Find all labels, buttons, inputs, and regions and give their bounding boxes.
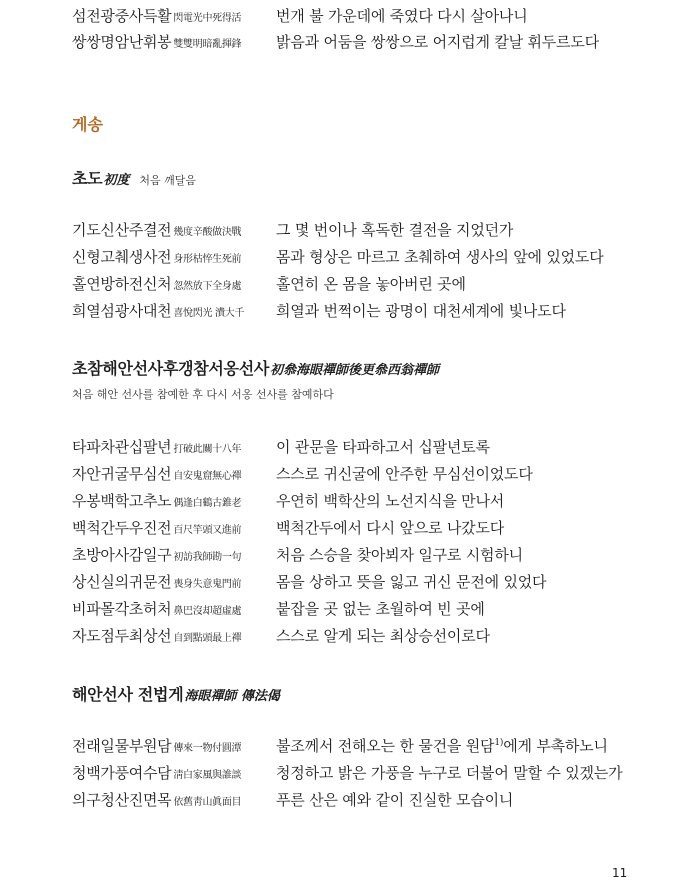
- verse-hanja: 百尺竿頭又進前: [173, 525, 242, 536]
- verse-hanja: 偶逢白鶴古錐老: [173, 498, 242, 509]
- verse-translation: 그 몇 번이나 혹독한 결전을 지었던가: [276, 221, 514, 239]
- verse-line: [72, 789, 241, 813]
- verse-line: [72, 735, 241, 759]
- verse-hangul: 청백가풍여수담: [72, 764, 172, 782]
- verse-hangul: 섬전광중사득활: [72, 7, 172, 25]
- verse-line: [72, 463, 241, 487]
- translation-part: 에게 부촉하노니: [503, 737, 608, 755]
- verse-hangul: 쌍쌍명암난휘봉: [72, 33, 172, 51]
- verse-line: [72, 762, 241, 786]
- verse-hanja: 打破此關十八年: [173, 444, 242, 455]
- verse-hanja: 淸白家風與誰談: [173, 770, 242, 781]
- verse-line: [72, 598, 241, 622]
- verse-hanja: 喜悅閃光 㵒大千: [173, 308, 245, 319]
- poem-subtitle: 처음 해안 선사를 참예한 후 다시 서옹 선사를 참예하다: [72, 388, 334, 401]
- verse-hanja: 傳來一物付圓潭: [173, 743, 242, 754]
- verse-translation: 붙잡을 곳 없는 초월하여 빈 곳에: [276, 600, 485, 618]
- page-number: 11: [612, 866, 628, 880]
- verse-translation: 스스로 귀신굴에 안주한 무심선이었도다: [276, 465, 533, 483]
- verse-translation: 스스로 알게 되는 최상승선이로다: [276, 627, 490, 645]
- verse-line: [72, 625, 241, 649]
- verse-line: [72, 246, 241, 270]
- verse-hangul: 타파차관십팔년: [72, 438, 172, 456]
- verse-line: [72, 273, 241, 297]
- verse-hangul: 비파몰각초허처: [72, 600, 172, 618]
- verse-translation: 희열과 번쩍이는 광명이 대천세계에 빛나도다: [276, 302, 566, 320]
- verse-line: [72, 571, 241, 595]
- verse-hanja: 自安鬼窟無心禪: [173, 471, 242, 482]
- poem-heading: [72, 166, 196, 189]
- verse-line: [72, 5, 241, 29]
- verse-hanja: 鼻巴沒却超虛處: [173, 606, 242, 617]
- poem-heading: [72, 682, 280, 705]
- verse-hangul: 의구청산진면목: [72, 791, 172, 809]
- verse-hangul: 백척간두우진전: [72, 519, 172, 537]
- verse-translation: 백척간두에서 다시 앞으로 나갔도다: [276, 519, 505, 537]
- verse-hangul: 초방아사감일구: [72, 546, 172, 564]
- verse-hangul: 상신실의귀문전: [72, 573, 172, 591]
- poem-subtitle: 처음 깨달음: [139, 174, 196, 187]
- verse-hanja: 身形枯悴生死前: [173, 254, 242, 265]
- verse-line: [72, 490, 241, 514]
- verse-line: [72, 517, 241, 541]
- poem-title-hangul: 해안선사 전법게: [72, 685, 184, 704]
- section-title: 게송: [72, 115, 103, 134]
- verse-translation: 푸른 산은 예와 같이 진실한 모습이니: [276, 791, 514, 809]
- translation-part: 불조께서 전해오는 한 물건을 원담: [276, 737, 495, 755]
- poem-title-hangul: 초참해안선사후갱참서옹선사: [72, 359, 270, 378]
- verse-line: [72, 436, 241, 460]
- footnote-mark: 1): [494, 738, 504, 748]
- poem-title-hanja: 海眼禪師 傳法偈: [184, 689, 280, 704]
- poem-heading: [72, 356, 439, 379]
- verse-translation: 이 관문을 타파하고서 십팔년토록: [276, 438, 490, 456]
- verse-translation: 처음 스승을 찾아뵈자 일구로 시험하니: [276, 546, 523, 564]
- verse-hanja: 幾度辛酸做決戰: [173, 227, 242, 238]
- verse-hanja: 依舊靑山眞面目: [173, 797, 242, 808]
- verse-hanja: 閃電光中死得活: [173, 13, 242, 24]
- poem-title-hangul: 초도: [72, 169, 103, 188]
- verse-translation: 청정하고 밝은 가풍을 누구로 더불어 말할 수 있겠는가: [276, 764, 623, 782]
- verse-hangul: 신형고췌생사전: [72, 248, 172, 266]
- verse-hangul: 자안귀굴무심선: [72, 465, 172, 483]
- verse-translation: [276, 735, 608, 756]
- verse-hanja: 初訪我師勘一句: [173, 552, 242, 563]
- verse-hanja: 雙雙明暗亂揮鋒: [173, 39, 242, 50]
- verse-translation: 홀연히 온 몸을 놓아버린 곳에: [276, 275, 466, 293]
- verse-translation: 몸을 상하고 뜻을 잃고 귀신 문전에 있었다: [276, 573, 547, 591]
- verse-hangul: 전래일물부원담: [72, 737, 172, 755]
- poem-title-hanja: 初度: [103, 173, 130, 188]
- verse-hangul: 희열섬광사대천: [72, 302, 172, 320]
- verse-line: [72, 544, 241, 568]
- verse-translation: 밝음과 어둠을 쌍쌍으로 어지럽게 칼날 휘두르도다: [276, 33, 599, 51]
- verse-hangul: 우봉백학고추노: [72, 492, 172, 510]
- verse-translation: 우연히 백학산의 노선지식을 만나서: [276, 492, 505, 510]
- verse-hanja: 自到點頭最上禪: [173, 633, 242, 644]
- poem-title-hanja: 初叅海眼禪師後更叅西翁禪師: [270, 363, 440, 378]
- verse-hanja: 喪身失意鬼門前: [173, 579, 242, 590]
- verse-hanja: 忽然放下全身處: [173, 281, 242, 292]
- verse-translation: 번개 불 가운데에 죽였다 다시 살아나니: [276, 7, 528, 25]
- verse-hangul: 기도신산주결전: [72, 221, 172, 239]
- verse-line: [72, 300, 244, 324]
- verse-line: [72, 31, 241, 55]
- verse-hangul: 홀연방하전신처: [72, 275, 172, 293]
- verse-hangul: 자도점두최상선: [72, 627, 172, 645]
- verse-line: [72, 219, 241, 243]
- verse-translation: 몸과 형상은 마르고 초췌하여 생사의 앞에 있었도다: [276, 248, 604, 266]
